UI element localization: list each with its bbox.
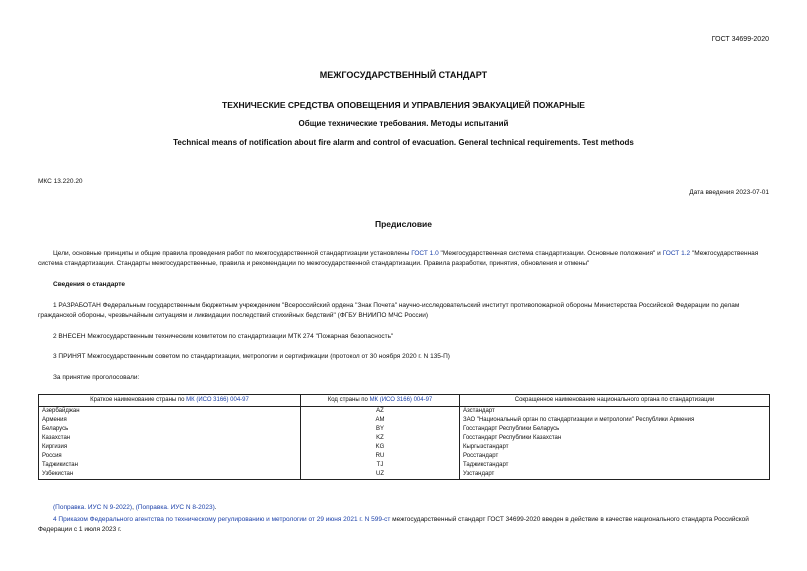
amendment-link[interactable]: (Поправка. ИУС N 8-2023) [135,504,215,511]
paragraph-text: межгосударственный стандарт ГОСТ 34699-2020 введен в действие в качестве национального стандарта Российской Федерации с 1 июля 2023 г. [38,516,749,533]
gost-1-2-link[interactable]: ГОСТ 1.2 [662,250,691,257]
body-cell: Росстандарт [460,452,770,461]
table-row [39,443,770,452]
standard-info-heading: Сведения о стандарте [53,281,126,288]
column-header-country: Краткое наименование страны по МК (ИСО 3166) 004-97 [39,395,301,407]
separator-text: , [132,504,136,511]
column-header-body: Сокращенное наименование национального органа по стандартизации [460,395,770,407]
adopted-by-paragraph: 3 ПРИНЯТ Межгосударственным советом по стандартизации, метрологии и сертификации (протокол от 30 ноября 2020 г. N 135-П) [53,353,450,360]
table-row [39,452,770,461]
table-row [39,416,770,425]
code-cell: BY [301,425,460,434]
code-cell: RU [301,452,460,461]
country-cell: Киргизия [39,443,301,452]
document-code: ГОСТ 34699-2020 [711,36,769,43]
introduced-by-paragraph: 2 ВНЕСЕН Межгосударственным техническим комитетом по стандартизации МТК 274 "Пожарная безопасность" [53,333,394,340]
body-cell: Кыргызстандарт [460,443,770,452]
paragraph-text: "Межгосударственная система стандартизации. Стандарты межгосударственные, правила и рекомендации по межгосударственной стандартизации. Правила разработки, принятия, обновления и отмены" [38,250,759,267]
table-row [39,470,770,480]
table-row [39,461,770,470]
voting-states-table [38,394,770,480]
country-cell: Узбекистан [39,470,301,480]
introduction-date: Дата введения 2023-07-01 [689,189,769,196]
document-subtitle-ru: Общие технические требования. Методы испытаний [298,119,509,128]
foreword-heading: Предисловие [374,219,433,229]
table-row [39,434,770,443]
country-cell: Казахстан [39,434,301,443]
document-title-en: Technical means of notification about fire alarm and control of evacuation. General technical requirements. Test methods [173,138,634,147]
code-cell: KG [301,443,460,452]
body-cell: Узстандарт [460,470,770,480]
code-cell: TJ [301,461,460,470]
standard-type-heading: МЕЖГОСУДАРСТВЕННЫЙ СТАНДАРТ [319,70,488,80]
code-cell: AZ [301,407,460,417]
code-cell: KZ [301,434,460,443]
mk-iso-3166-link[interactable]: МК (ИСО 3166) 004-97 [186,397,249,403]
code-cell: UZ [301,470,460,480]
mk-iso-3166-link[interactable]: МК (ИСО 3166) 004-97 [369,397,433,403]
country-cell: Азербайджан [39,407,301,417]
body-cell: Госстандарт Республики Казахстан [460,434,770,443]
column-header-code: Код страны по МК (ИСО 3166) 004-97 [301,395,460,407]
amendment-link[interactable]: (Поправка. ИУС N 9-2022) [53,504,133,511]
document-title-ru: ТЕХНИЧЕСКИЕ СРЕДСТВА ОПОВЕЩЕНИЯ И УПРАВЛЕНИЯ ЭВАКУАЦИЕЙ ПОЖАРНЫЕ [222,100,585,110]
paragraph-text: "Межгосударственная система стандартизации. Основные положения" и [438,250,663,257]
code-cell: AM [301,416,460,425]
developed-by-paragraph: 1 РАЗРАБОТАН Федеральным государственным бюджетным учреждением "Всероссийский ордена "Знак Почета" научно-исследовательский институт противопожарной обороны Министерства Российской Федерации по делам гражданской обороны, чрезвычайным ситуациям и ликвидации последствий стихийных бедствий" (ФГБУ ВНИИПО МЧС России) [38,302,740,319]
table-row [39,425,770,434]
amendments-line [38,503,769,513]
mks-code: МКС 13.220.20 [38,178,83,185]
body-cell: Азстандарт [460,407,770,417]
body-cell: ЗАО "Национальный орган по стандартизации и метрологии" Республики Армения [460,416,770,425]
gost-1-0-link[interactable]: ГОСТ 1.0 [411,250,439,257]
paragraph-text: Цели, основные принципы и общие правила проведения работ по межгосударственной стандартизации установлены [53,250,412,257]
body-cell: Госстандарт Республики Беларусь [460,425,770,434]
country-cell: Россия [39,452,301,461]
table-header-row [39,395,770,407]
country-cell: Армения [39,416,301,425]
table-row [39,407,770,417]
body-cell: Таджикстандарт [460,461,770,470]
country-cell: Беларусь [39,425,301,434]
country-cell: Таджикистан [39,461,301,470]
separator-text: . [214,504,217,511]
voted-heading: За принятие проголосовали: [53,374,140,381]
rosstandart-order-link[interactable]: 4 Приказом Федерального агентства по техническому регулированию и метрологии от 29 июня 2021 г. N 599-ст [53,516,391,523]
order-paragraph [38,515,769,535]
foreword-paragraph [38,249,769,269]
